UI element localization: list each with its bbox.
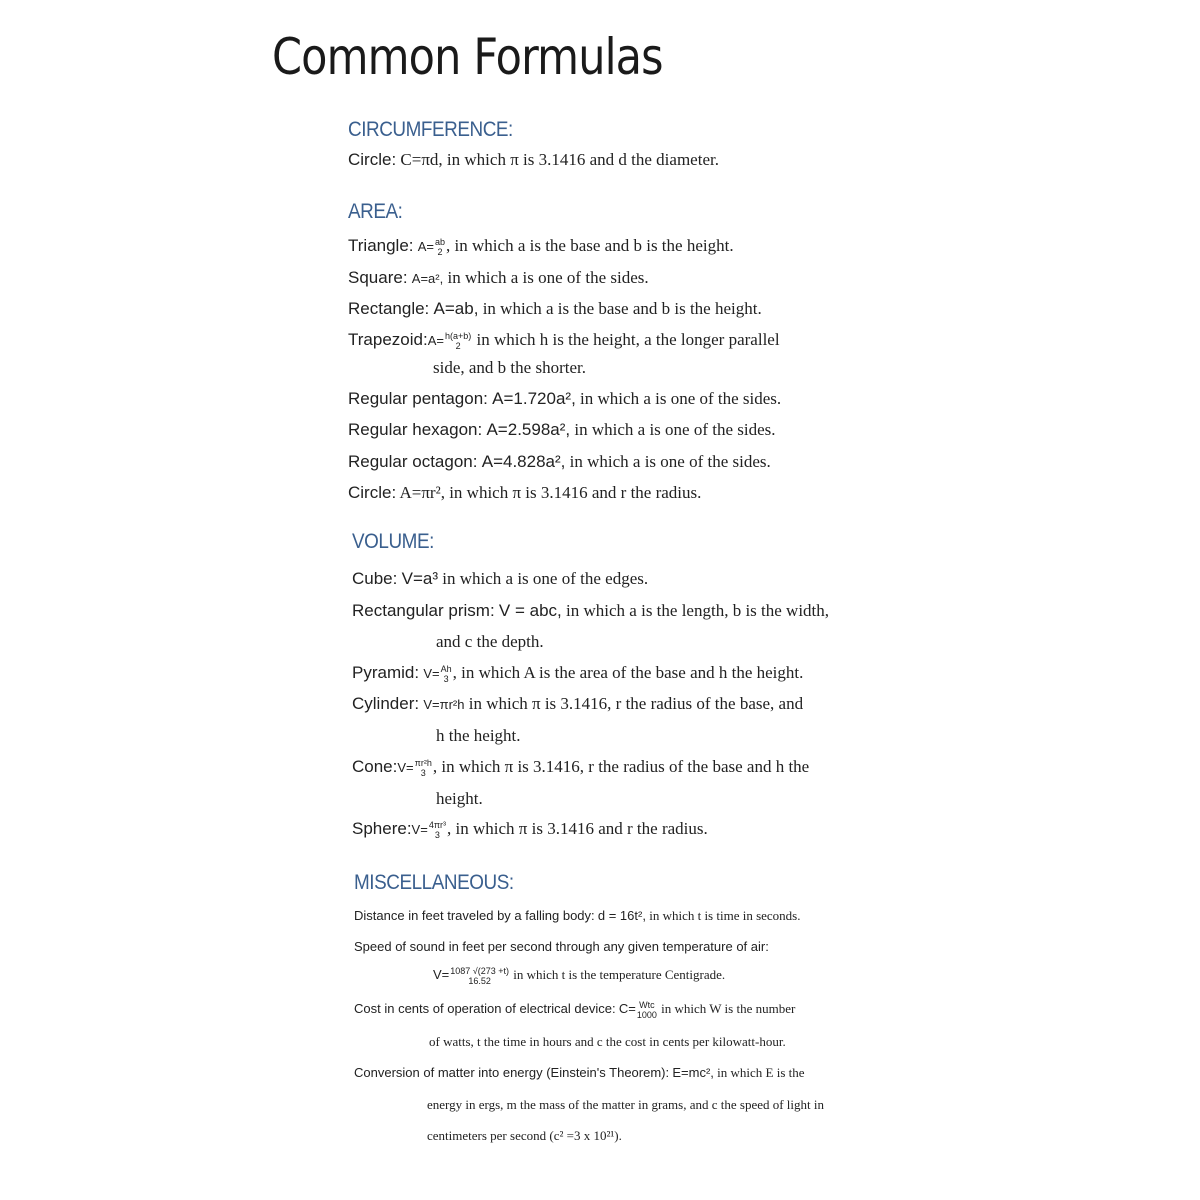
pyramid-label: Pyramid: xyxy=(352,663,420,682)
volume-prism-line xyxy=(352,601,829,621)
area-circle-text: A=πr², in which π is 3.1416 and r the radius. xyxy=(399,483,702,502)
cone-label: Cone: xyxy=(352,757,398,776)
octagon-formula: A=4.828a², xyxy=(481,452,566,471)
cost-text: in which W is the number xyxy=(657,1000,796,1016)
circle-label: Circle: xyxy=(348,150,397,169)
sphere-label: Sphere: xyxy=(352,819,412,838)
hexagon-formula: A=2.598a², xyxy=(486,420,571,439)
cylinder-text2: h the height. xyxy=(436,726,521,745)
volume-cylinder-line xyxy=(352,694,803,714)
sound-label: Speed of sound in feet per second through any given temperature of air: xyxy=(354,939,769,954)
sound-fraction: 1087 √(273 +t) 16.52 xyxy=(450,966,509,986)
cost-fraction: Wtc 1000 xyxy=(636,1000,657,1020)
sphere-fraction: 4πr³ 3 xyxy=(428,820,447,841)
circle-text: C=πd, in which π is 3.1416 and d the diameter. xyxy=(400,150,719,169)
triangle-formula: A= xyxy=(417,239,435,254)
cone-fraction: πr²h 3 xyxy=(414,758,432,779)
cost-label: Cost in cents of operation of electrical device: xyxy=(354,1000,616,1016)
volume-cone-line xyxy=(352,757,809,778)
cost-formula: C= xyxy=(618,1000,636,1016)
fall-formula: d = 16t², xyxy=(597,908,646,923)
volume-heading: VOLUME: xyxy=(352,530,434,553)
misc-sound-formula-line xyxy=(433,966,725,986)
hexagon-label: Regular hexagon: xyxy=(348,420,483,439)
energy-formula: E=mc², xyxy=(672,1065,714,1080)
rectangle-label: Rectangle: xyxy=(348,299,430,318)
fall-label: Distance in feet traveled by a falling body: xyxy=(354,908,595,923)
triangle-fraction: ab 2 xyxy=(435,237,446,258)
hexagon-text: in which a is one of the sides. xyxy=(570,420,776,439)
cost-text2: of watts, t the time in hours and c the cost in cents per kilowatt-hour. xyxy=(429,1034,786,1049)
pentagon-label: Regular pentagon: xyxy=(348,389,488,408)
sphere-formula: V= xyxy=(411,822,428,837)
volume-pyramid-line xyxy=(352,663,803,684)
pyramid-fraction: Ah 3 xyxy=(440,664,452,685)
prism-label: Rectangular prism: xyxy=(352,601,495,620)
volume-prism-line2 xyxy=(436,632,544,652)
area-circle-label: Circle: xyxy=(348,483,397,502)
cylinder-text: in which π is 3.1416, r the radius of the base, and xyxy=(464,694,804,713)
pentagon-formula: A=1.720a², xyxy=(492,389,576,408)
prism-text: in which a is the length, b is the width, xyxy=(561,601,830,620)
pyramid-text: , in which A is the area of the base and h the height. xyxy=(452,663,804,682)
volume-cone-line2 xyxy=(436,789,483,809)
energy-label: Conversion of matter into energy (Einstein's Theorem): xyxy=(354,1065,670,1080)
misc-heading: MISCELLANEOUS: xyxy=(354,871,514,894)
trapezoid-formula: A= xyxy=(427,333,444,348)
volume-cylinder-line2 xyxy=(436,726,521,746)
area-pentagon-line xyxy=(348,389,781,409)
cube-formula: V=a³ xyxy=(401,569,439,588)
volume-sphere-line xyxy=(352,819,708,840)
square-text: in which a is one of the sides. xyxy=(447,268,649,287)
trapezoid-label: Trapezoid: xyxy=(348,330,428,349)
page-title: Common Formulas xyxy=(272,28,663,86)
cube-text: in which a is one of the edges. xyxy=(438,569,649,588)
trapezoid-text2: side, and b the shorter. xyxy=(433,358,586,377)
rectangle-formula: A=ab, xyxy=(433,299,479,318)
misc-energy-line3 xyxy=(427,1128,622,1144)
area-triangle-line xyxy=(348,236,734,257)
trapezoid-fraction: h(a+b) 2 xyxy=(444,331,472,352)
cylinder-formula: V=πr²h xyxy=(423,697,465,712)
square-formula: A=a², xyxy=(411,271,444,286)
area-octagon-line xyxy=(348,452,771,472)
cylinder-label: Cylinder: xyxy=(352,694,420,713)
area-trapezoid-line2 xyxy=(433,358,586,378)
misc-cost-line xyxy=(354,1000,795,1020)
pyramid-formula: V= xyxy=(423,666,440,681)
circumference-circle-line xyxy=(348,150,719,170)
cone-text2: height. xyxy=(436,789,483,808)
triangle-text: , in which a is the base and b is the height. xyxy=(446,236,734,255)
rectangle-text: in which a is the base and b is the height. xyxy=(478,299,762,318)
octagon-label: Regular octagon: xyxy=(348,452,478,471)
misc-fall-line xyxy=(354,908,801,924)
sound-formula: V= xyxy=(433,966,450,982)
area-trapezoid-line xyxy=(348,330,780,351)
area-square-line xyxy=(348,268,649,288)
area-rectangle-line xyxy=(348,299,762,319)
sound-text: in which t is the temperature Centigrade. xyxy=(510,966,726,982)
trapezoid-text: in which h is the height, a the longer parallel xyxy=(472,330,780,349)
triangle-label: Triangle: xyxy=(348,236,414,255)
area-heading: AREA: xyxy=(348,200,403,223)
energy-text2: energy in ergs, m the mass of the matter in grams, and c the speed of light in xyxy=(427,1097,825,1112)
misc-energy-line2 xyxy=(427,1097,824,1113)
prism-formula: V = abc, xyxy=(498,601,562,620)
circumference-heading: CIRCUMFERENCE: xyxy=(348,118,513,141)
prism-text2: and c the depth. xyxy=(436,632,544,651)
fall-text: in which t is time in seconds. xyxy=(645,908,801,923)
square-label: Square: xyxy=(348,268,408,287)
energy-text: in which E is the xyxy=(713,1065,805,1080)
cone-text: , in which π is 3.1416, r the radius of the base and h the xyxy=(432,757,810,776)
cone-formula: V= xyxy=(397,760,414,775)
area-hexagon-line xyxy=(348,420,776,440)
sphere-text: , in which π is 3.1416 and r the radius. xyxy=(447,819,708,838)
cube-label: Cube: xyxy=(352,569,398,588)
octagon-text: in which a is one of the sides. xyxy=(565,452,771,471)
misc-energy-line xyxy=(354,1065,805,1081)
misc-cost-line2 xyxy=(429,1034,786,1050)
volume-cube-line xyxy=(352,569,648,589)
area-circle-line xyxy=(348,483,701,503)
pentagon-text: in which a is one of the sides. xyxy=(575,389,782,408)
energy-text3: centimeters per second (c² =3 x 10²¹). xyxy=(427,1128,622,1143)
misc-sound-line xyxy=(354,939,769,955)
